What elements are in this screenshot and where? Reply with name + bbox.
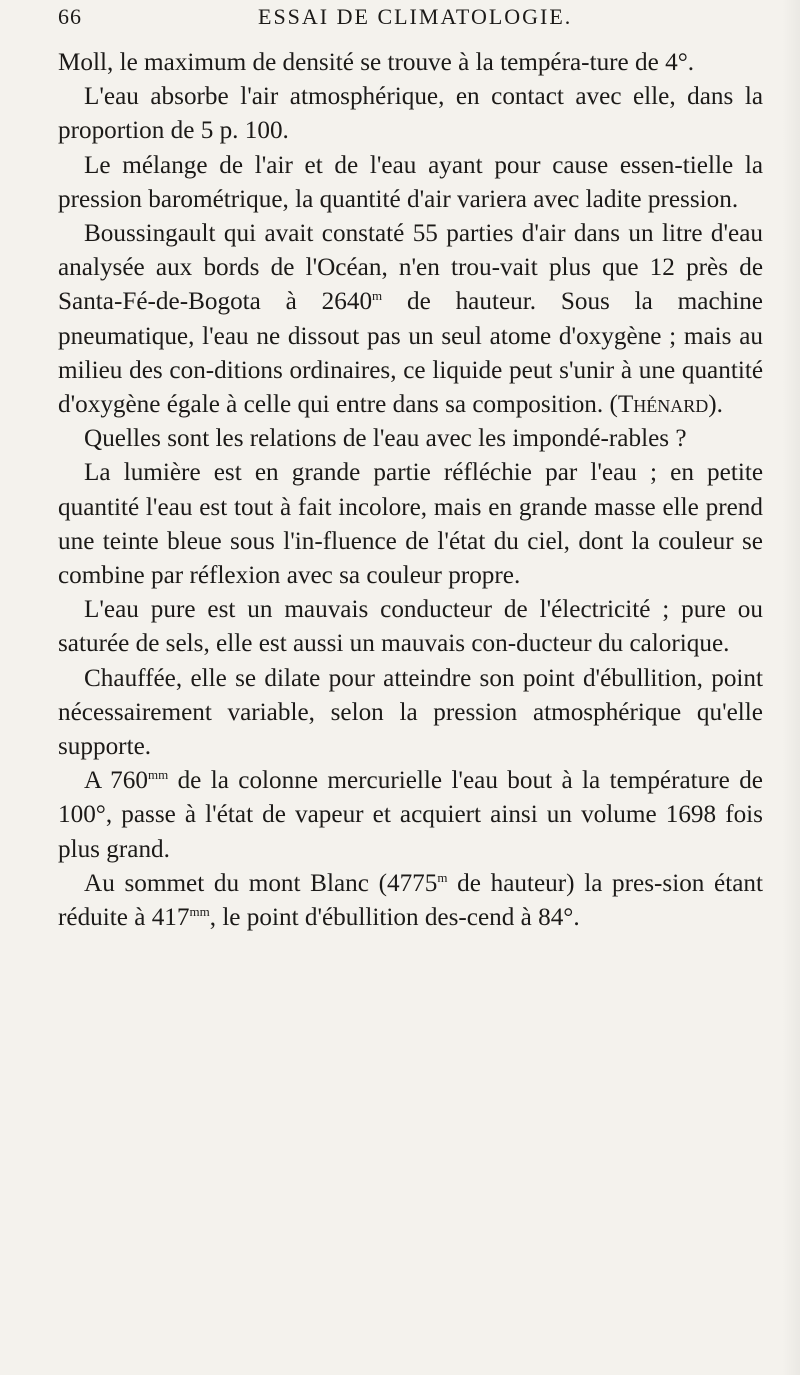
paragraph-text: de la colonne mercurielle l'eau bout à la température de 100°, passe à l'état de vapeur et acquiert ainsi un volume 1698 fois plus grand. [58, 767, 763, 863]
paragraph-text: Boussingault qui avait constaté 55 parties d'air dans un litre d'eau analysée aux bords de l'Océan, n'en trou-vait plus que 12 près de Santa-Fé-de-Bogota à 2640 [58, 220, 763, 316]
paragraph-mont-blanc [58, 867, 763, 935]
body-text [58, 46, 763, 935]
running-title: ESSAI DE CLIMATOLOGIE. [258, 4, 573, 29]
paragraph-boussingault [58, 217, 763, 422]
unit-superscript: m [437, 869, 448, 885]
paragraph-text: de hauteur. Sous la machine pneumatique, l'eau ne dissout pas un seul atome d'oxygène ; mais au milieu des con-ditions ordinaires, ce liquide peut s'unir à une quantité d'oxygène égale à celle qui entre dans sa composition. ( [58, 288, 763, 419]
paragraph-text: de hauteur) la pres-sion étant réduite à 417 [58, 869, 763, 932]
paragraph-text: , le point d'ébullition des-cend à 84°. [209, 904, 580, 932]
page-header [58, 4, 738, 34]
author-name: Thénard [617, 391, 709, 419]
paragraph-density: Moll, le maximum de densité se trouve à la tempéra-ture de 4°. [58, 49, 695, 76]
paragraph-light: La lumière est en grande partie réfléchie par l'eau ; en petite quantité l'eau est tout à fait incolore, mais en grande masse elle prend une teinte bleue sous l'in-fluence de l'état du ciel, dont la couleur se combine par réflexion avec sa couleur propre. [58, 459, 763, 590]
paragraph-text: Au sommet du mont Blanc (4775 [84, 869, 438, 897]
paragraph-heating: Chauffée, elle se dilate pour atteindre son point d'ébullition, point nécessairement variable, selon la pression atmosphérique qu'elle supporte. [58, 664, 763, 761]
paragraph-absorption: L'eau absorbe l'air atmosphérique, en contact avec elle, dans la proportion de 5 p. 100. [58, 83, 763, 145]
unit-superscript: mm [189, 904, 210, 920]
unit-superscript: m [372, 288, 383, 304]
unit-superscript: mm [147, 767, 169, 783]
paragraph-text: A 760 [84, 767, 148, 795]
paragraph-text: ). [708, 391, 723, 419]
paragraph-pressure: Le mélange de l'air et de l'eau ayant pour cause essen-tielle la pression barométrique, la quantité d'air variera avec ladite pression. [58, 151, 763, 213]
paragraph-boiling [58, 764, 763, 867]
paragraph-conductivity: L'eau pure est un mauvais conducteur de l'électricité ; pure ou saturée de sels, elle est aussi un mauvais con-ducteur du calorique. [58, 596, 763, 658]
paragraph-imponderables: Quelles sont les relations de l'eau avec les impondé-rables ? [84, 425, 687, 453]
page-edge-shadow [782, 0, 800, 1375]
page-number: 66 [58, 4, 82, 29]
